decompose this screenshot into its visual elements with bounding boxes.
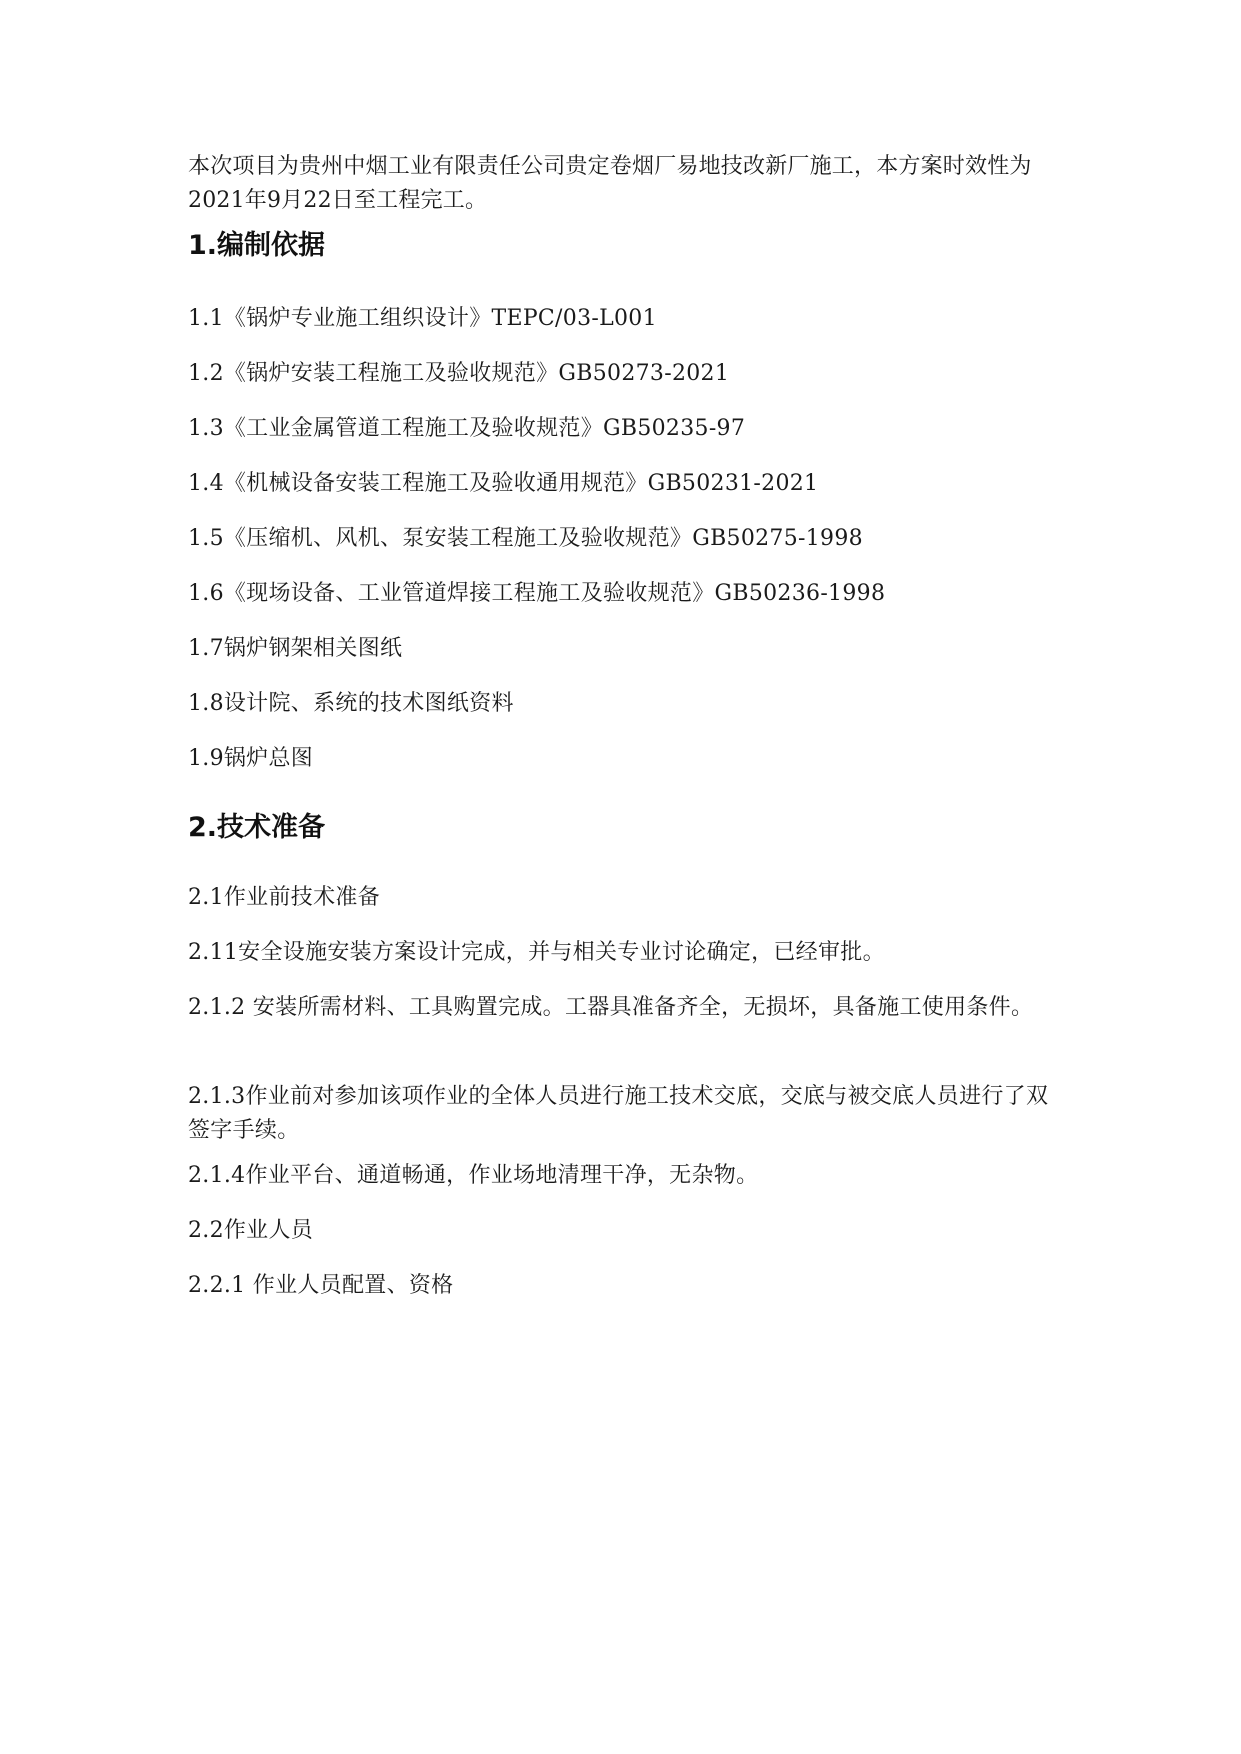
preparation-item: 2.11安全设施安装方案设计完成，并与相关专业讨论确定，已经审批。 bbox=[188, 940, 885, 965]
intro-paragraph: 本次项目为贵州中烟工业有限责任公司贵定卷烟厂易地技改新厂施工，本方案时效性为2021年9月22日至工程完工。 bbox=[188, 154, 1032, 213]
section-1-heading: 1.编制依据 bbox=[188, 230, 326, 261]
preparation-item: 2.1.4作业平台、通道畅通，作业场地清理干净，无杂物。 bbox=[188, 1163, 759, 1188]
reference-item: 1.1《锅炉专业施工组织设计》TEPC/03-L001 bbox=[188, 306, 657, 331]
reference-item: 1.6《现场设备、工业管道焊接工程施工及验收规范》GB50236-1998 bbox=[188, 581, 886, 606]
reference-item: 1.4《机械设备安装工程施工及验收通用规范》GB50231-2021 bbox=[188, 471, 819, 496]
preparation-item: 2.2.1 作业人员配置、资格 bbox=[188, 1273, 454, 1298]
reference-item: 1.3《工业金属管道工程施工及验收规范》GB50235-97 bbox=[188, 416, 746, 441]
preparation-item: 2.2作业人员 bbox=[188, 1218, 314, 1243]
preparation-item: 2.1.3作业前对参加该项作业的全体人员进行施工技术交底，交底与被交底人员进行了双签字手续。 bbox=[188, 1084, 1049, 1143]
preparation-item: 2.1.2 安装所需材料、工具购置完成。工器具准备齐全，无损坏，具备施工使用条件。 bbox=[188, 995, 1034, 1020]
preparation-item: 2.1作业前技术准备 bbox=[188, 885, 380, 910]
reference-item: 1.5《压缩机、风机、泵安装工程施工及验收规范》GB50275-1998 bbox=[188, 526, 863, 551]
section-2-heading: 2.技术准备 bbox=[188, 812, 326, 843]
reference-item: 1.8设计院、系统的技术图纸资料 bbox=[188, 691, 514, 716]
reference-item: 1.7锅炉钢架相关图纸 bbox=[188, 636, 403, 661]
reference-item: 1.2《锅炉安装工程施工及验收规范》GB50273-2021 bbox=[188, 361, 730, 386]
reference-item: 1.9锅炉总图 bbox=[188, 746, 314, 771]
